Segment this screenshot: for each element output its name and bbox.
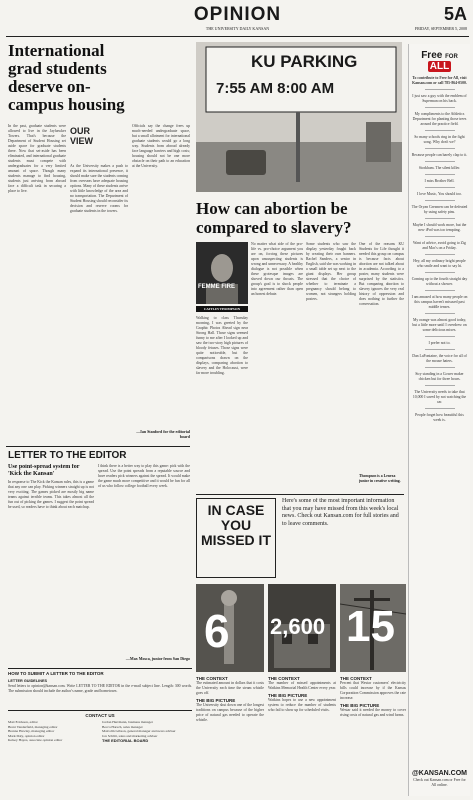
stat-big-picture-label: THE BIG PICTURE (196, 698, 236, 703)
column-text-3: Some students who saw the display yesterday fought back by creating their own banners. Rachel Sanders, a senior in English, said she was working in a small table set up next to the giant displays. Her group stressed that the choice of whether to terminate a pregnancy should belong to women, not strangers holding posters. (306, 242, 356, 301)
sidebar-item: So many schools ring in the fight song. Why don't we? (414, 135, 465, 144)
sidebar-item: I love Music, You should too. (417, 192, 462, 196)
for-word: FOR (445, 54, 458, 60)
column-text-4: One of the reasons KU Students for Life thought it needed this group on campus is because facts about abortion are not talked about in academia. According to a poster, many students were surprised by the statistics. But comparing abortion to slavery ignores the very real history of oppression and does nothing to further the conversation. (359, 242, 404, 306)
letter-column-2: I think there is a better way to play this game: pick with the spread. Use the point spreads from a reputable source and have readers pick winners against the spread. It would make the game much more competitive and it would be fun for all of us who follow college football every week. (98, 464, 190, 488)
sidebar-item: The Oryan Gresmen can be defeated by using safety pins. (411, 205, 468, 214)
contact-entry: Brent Vanderfield, managing editor (8, 724, 58, 729)
editorial-column-1: In the past, graduate students were allowed to live in the Jayhawker Towers. That's because the Department of Student Housing set aside space for graduate students there. Now that set-aside has been eliminated, and international graduate students must compete with undergraduates for a very limited amount of space. Though many students manage to find housing, students just arriving from abroad face a difficult task in securing a place to live. (8, 124, 66, 193)
icymi-rule (196, 494, 404, 495)
free-word: Free (421, 50, 443, 61)
contact-box (8, 710, 192, 795)
sidebar-item: My compliments to the Athletics Department for planting those trees around the practice field. (412, 112, 467, 126)
sidebar-footer (409, 770, 470, 788)
stat-photo-health (268, 584, 336, 672)
sidebar-footer-text: Check out Kansan.com or Free for All online. (413, 778, 466, 787)
divider (425, 148, 455, 149)
divider (425, 336, 455, 337)
sidebar-item: Coming up to the fourth straight day without a shower. (411, 277, 468, 286)
paper-name: THE UNIVERSITY DAILY KANSAN (205, 26, 270, 31)
contact-entry: Jon Schlitt, sales and marketing adviser (102, 733, 158, 738)
stat-context-label: THE CONTEXT (196, 676, 228, 681)
sidebar-intro: To contribute to Free for All, visit Kansan.com or call 785-864-0500. (412, 76, 467, 85)
editorial-column-3: Officials say the change frees up much-needed undergraduate space, but a small allotment for international graduate students would go a long way. Students from abroad already face language barriers and high costs; housing should not be one more obstacle on their path to an education at the University. (132, 124, 190, 168)
stat-context-text: The estimated amount in dollars that it costs the University each time the steam whistle goes off. (196, 681, 264, 695)
submission-text: Send letters to opinion@kansan.com. Write LETTER TO THE EDITOR in the e-mail subject line. Length: 300 words. The submission should include the author's name, grade and hometown. (8, 684, 192, 693)
sidebar-item: Because people can barely clap to it. (411, 153, 468, 157)
editorial-signature: —Ian Stanford for the editorial board (136, 429, 190, 439)
masthead-rule (6, 36, 469, 37)
parking-sign-photo (196, 42, 402, 192)
kansan-site-link[interactable]: @KANSAN.COM (411, 770, 468, 777)
contact-entry: Malcolm Gibson, general manager and news adviser (102, 729, 176, 733)
page-number: 5A (443, 4, 467, 24)
editorial-headline: International grad students deserve on-campus housing (8, 42, 125, 114)
sidebar-item: Maybe I should work more, but the new iPod was too tempting. (412, 223, 467, 232)
our-view-kicker: OUR VIEW (70, 126, 94, 146)
divider (425, 408, 455, 409)
contact-entry: Matt Erickson, editor (8, 720, 38, 724)
divider (425, 367, 455, 368)
contact-entry: Jordan Herrmann, business manager (102, 720, 153, 724)
letter-headline: Use point-spread system for 'Kick the Kansan' (8, 464, 80, 477)
column-text-2: No matter what side of the pro-life vs. pro-choice argument you are on, forcing these pictures upon unsuspecting students is wrong and unnecessary. A healthy dialogue is not possible when these grotesque images are shoved down our throats. The group's goal is to shock people into agreement rather than open an honest debate. (251, 242, 303, 296)
stat-number: 2,600 (270, 614, 326, 639)
divider (425, 89, 455, 90)
sign-times: 7:55 AM 8:00 AM (216, 80, 335, 97)
sidebar-item: The University needs to take that 10,000 I saved by not watching the car. (412, 390, 467, 404)
contact-entry: Brenna Hawley, managing editor (8, 729, 55, 733)
divider (425, 313, 455, 314)
contact-entry: Becca Harsch, sales manager (102, 724, 143, 729)
stat-text-3 (340, 676, 406, 794)
divider (425, 236, 455, 237)
sidebar-item: I just saw a guy with the emblem of Superman on his back. (412, 94, 467, 103)
divider (425, 174, 455, 175)
sidebar-item: Want of advice, avoid going to Zig and Mac's on a Friday. (413, 241, 466, 250)
divider (425, 349, 455, 350)
stat-big-picture-text: Westar said it needed the money to cover rising costs of natural gas and wind farms. (340, 708, 406, 717)
stat-number: 6 (204, 605, 230, 657)
divider (425, 107, 455, 108)
masthead (6, 4, 469, 44)
column-tag: FEMME FIRE (198, 284, 235, 290)
newspaper-page (6, 4, 469, 796)
columnist-photo (196, 242, 248, 304)
sidebar-item: Storkham. The silent killer. (418, 166, 461, 170)
section-title: OPINION (193, 4, 282, 25)
sidebar-item: I prefer not to. (428, 341, 451, 345)
columnist-name: CAITLIN THOMPSON (196, 306, 248, 312)
submission-box (8, 668, 192, 709)
sidebar-item: I miss Brother Bell. (424, 179, 455, 183)
submission-title: HOW TO SUBMIT A LETTER TO THE EDITOR (8, 671, 104, 676)
column-text-1: Walking to class Thursday morning, I was greeted by the Graphic Photos Ahead sign near Strong Hall. Those signs seemed funny to me after I looked up and saw the two-story high pictures of bloody fetuses. Those signs were quite noticeable, but the comparisons drawn on the displays, comparing abortion to slavery and the Holocaust, were far more troubling. (196, 316, 248, 375)
letter-rule (6, 446, 190, 447)
stat-context-label: THE CONTEXT (340, 676, 372, 681)
contact-entry: Mark Daly, opinion editor (8, 733, 45, 738)
sidebar-item: My orange was almost good today, but a little more until I overdrew on some delicious mixes. (412, 318, 467, 332)
divider (425, 161, 455, 162)
stat-photo-power (340, 584, 406, 672)
stat-context-text: Percent that Westar customers' electricity bills could increase by if the Kansas Corporation Commission approves the rate increase. (340, 681, 406, 700)
free-for-all-sidebar (408, 44, 470, 796)
stat-context-label: THE CONTEXT (268, 676, 300, 681)
stat-big-picture-label: THE BIG PICTURE (268, 693, 308, 698)
contact-title: CONTACT US (85, 713, 115, 718)
sidebar-item: I am amazed at how many people on this campus haven't misused past middle tenses. (411, 295, 468, 309)
divider (425, 200, 455, 201)
letter-column-1: In response to The Kick the Kansan rules, this is a game that any one can play. Picking winners straight up is not very exciting. The games picked are mostly big name teams against terrible teams. This takes almost all the fun out of picking the games. I suggest the point spread be used, so readers have to think about each matchup. (8, 480, 94, 509)
icymi-intro: Here's some of the most important information that you may have missed from this week's local news. Check out Kansan.com for full stories and to leave comments. (282, 498, 399, 527)
divider (425, 385, 455, 386)
divider (425, 130, 455, 131)
stat-big-picture-text: Watkins hopes to use a new appointment system to reduce the number of students who fail to show up for scheduled visits. (268, 698, 336, 712)
sidebar-item: People forget how beautiful this week is. (415, 413, 464, 422)
sidebar-item: Stry standing in a Gower maker chicken but for three hours. (415, 372, 464, 381)
stat-big-picture-text: The University shut down one of the longest traditions on campus because of the higher price of natural gas needed to operate the whistle. (196, 703, 264, 722)
stat-photo-whistle (196, 584, 264, 672)
stat-big-picture-label: THE BIG PICTURE (340, 703, 380, 708)
stat-text-1 (196, 676, 264, 794)
divider (425, 290, 455, 291)
sidebar-item: Dan LaFontaine, the voice for all of the mouse haters. (412, 354, 467, 363)
icymi-title: IN CASE YOU MISSED IT (196, 498, 276, 578)
letter-section-title: LETTER TO THE EDITOR (8, 450, 127, 461)
divider (425, 187, 455, 188)
column-headline: How can abortion be compared to slavery? (196, 199, 352, 237)
stat-number: 15 (346, 602, 395, 651)
contact-entry: Kelsey Hayes, associate opinion editor (8, 738, 63, 742)
divider (425, 218, 455, 219)
column-signature: Thompson is a Lenexa junior in creative writing. (359, 474, 401, 483)
editorial-column-2: As the University makes a push to expand its international presence, it should make sure the students coming from overseas have adequate housing options. Many of these students arrive with little knowledge of the area and no transportation. The Department of Student Housing should reconsider its decision and reserve rooms for graduate students in the towers. (70, 164, 128, 213)
stat-context-text: The number of missed appointments at Watkins Memorial Health Center every year. (268, 681, 336, 690)
issue-date: FRIDAY, SEPTEMBER 5, 2008 (414, 26, 467, 31)
all-word: ALL (429, 61, 450, 72)
divider (425, 272, 455, 273)
sidebar-item: Hey, all my ordinary bright people who smile and want to say hi. (413, 259, 466, 268)
stat-text-2 (268, 676, 336, 794)
columnist-portrait (196, 242, 248, 304)
divider (425, 254, 455, 255)
free-for-all-title (409, 50, 470, 72)
sign-title: KU PARKING (251, 52, 358, 71)
editorial-board-title: THE EDITORIAL BOARD (102, 738, 149, 743)
contact-list (8, 720, 192, 743)
letter-signature: —Max Mosca, junior from San Diego (125, 656, 190, 661)
submission-guidelines: LETTER GUIDELINES (8, 679, 48, 683)
